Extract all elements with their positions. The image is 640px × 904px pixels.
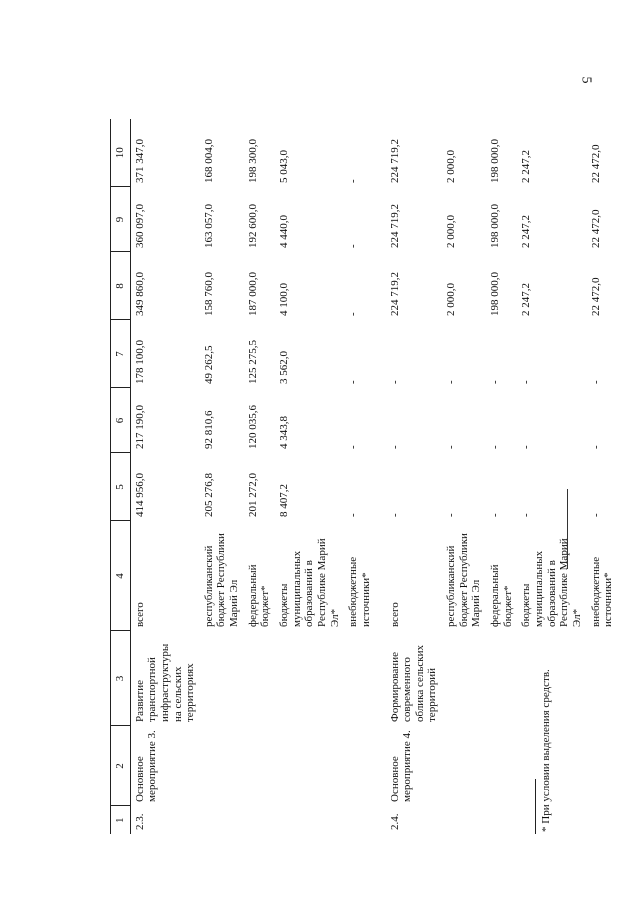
value-cell: - — [589, 445, 602, 449]
col-header: 3 — [111, 631, 131, 726]
value-cell: 22 472,0 — [589, 277, 602, 316]
value-cell: 22 472,0 — [589, 209, 602, 248]
row-number — [486, 806, 517, 834]
value-cell: 49 262,5 — [202, 345, 215, 384]
footnote-rule — [535, 779, 536, 834]
header-row — [111, 119, 131, 834]
funding-source: всего — [133, 602, 146, 627]
measure-name — [587, 726, 618, 806]
value-cell: - — [589, 380, 602, 384]
value-cell: - — [489, 380, 502, 384]
value-cell: - — [347, 380, 360, 384]
value-cell: 187 000,0 — [246, 272, 259, 316]
value-cell: 224 719,2 — [388, 139, 401, 183]
row-number — [587, 806, 618, 834]
measure-name — [244, 726, 275, 806]
page-number: 5 — [578, 76, 594, 84]
table-row — [244, 119, 275, 834]
col-header: 7 — [111, 320, 131, 388]
row-number — [200, 806, 244, 834]
value-cell: 2 000,0 — [445, 283, 458, 316]
table-row — [200, 119, 244, 834]
funding-source: республиканский бюджет Республики Марий Эл — [445, 533, 483, 627]
value-cell: - — [445, 445, 458, 449]
value-cell: - — [388, 380, 401, 384]
separator-line — [567, 489, 568, 569]
value-cell: - — [520, 380, 533, 384]
value-cell: 414 956,0 — [133, 473, 146, 517]
value-cell: 217 190,0 — [133, 405, 146, 449]
funding-source: всего — [388, 602, 401, 627]
measure-name: Основное мероприятие 4. — [388, 730, 414, 802]
measure-description — [275, 631, 344, 726]
funding-source: бюджеты муниципальных образований в Республике Марий Эл* — [520, 538, 583, 627]
measure-description — [587, 631, 618, 726]
col-header: 8 — [111, 252, 131, 320]
value-cell: 198 000,0 — [489, 139, 502, 183]
row-number — [344, 806, 375, 834]
value-cell: 201 272,0 — [246, 473, 259, 517]
col-header: 1 — [111, 806, 131, 834]
value-cell: 4 343,8 — [278, 416, 291, 449]
table-row — [344, 119, 375, 834]
value-cell: - — [347, 312, 360, 316]
table-row — [486, 119, 517, 834]
value-cell: 224 719,2 — [388, 272, 401, 316]
funding-source: федеральный бюджет* — [246, 564, 272, 627]
value-cell: 5 043,0 — [278, 150, 291, 183]
value-cell: 92 810,6 — [202, 410, 215, 449]
value-cell: 205 276,8 — [202, 473, 215, 517]
value-cell: - — [489, 445, 502, 449]
value-cell: - — [347, 244, 360, 248]
value-cell: - — [520, 445, 533, 449]
measure-name — [200, 726, 244, 806]
value-cell: - — [520, 513, 533, 517]
funding-source: федеральный бюджет* — [489, 564, 514, 627]
row-number — [244, 806, 275, 834]
col-header: 2 — [111, 726, 131, 806]
measure-description — [244, 631, 275, 726]
value-cell: 120 035,6 — [246, 405, 259, 449]
funding-source: внебюджетные источники* — [589, 556, 615, 627]
value-cell: 2 000,0 — [445, 150, 458, 183]
value-cell: 198 000,0 — [489, 272, 502, 316]
value-cell: 2 247,2 — [520, 283, 533, 316]
measure-name: Основное мероприятие 3. — [133, 730, 159, 802]
row-spacer — [376, 119, 386, 834]
value-cell: 22 472,0 — [589, 144, 602, 183]
value-cell: - — [589, 513, 602, 517]
value-cell: 349 860,0 — [133, 272, 146, 316]
col-header: 4 — [111, 521, 131, 631]
measure-description: Формирование современного облика сельских территорий — [388, 644, 439, 722]
value-cell: - — [347, 445, 360, 449]
measure-description — [344, 631, 375, 726]
measure-description — [486, 631, 517, 726]
value-cell: - — [445, 380, 458, 384]
value-cell: - — [347, 179, 360, 183]
measure-description: Развитие транспортной инфраструктуры на сельских территориях — [133, 643, 197, 722]
measure-name — [344, 726, 375, 806]
value-cell: 3 562,0 — [278, 351, 291, 384]
funding-source: внебюджетные источники* — [347, 556, 372, 627]
measure-description — [200, 631, 244, 726]
value-cell: 224 719,2 — [388, 204, 401, 248]
value-cell: 198 000,0 — [489, 204, 502, 248]
table-row — [130, 119, 200, 834]
value-cell: 198 300,0 — [246, 139, 259, 183]
measure-name — [486, 726, 517, 806]
value-cell: - — [489, 513, 502, 517]
value-cell: 360 097,0 — [133, 204, 146, 248]
funding-source: республиканский бюджет Республики Марий Эл — [202, 533, 241, 627]
value-cell: 8 407,2 — [278, 484, 291, 517]
table-row — [587, 119, 618, 834]
value-cell: 2 000,0 — [445, 215, 458, 248]
value-cell: 163 057,0 — [202, 204, 215, 248]
value-cell: - — [388, 513, 401, 517]
value-cell: 192 600,0 — [246, 204, 259, 248]
value-cell: 371 347,0 — [133, 139, 146, 183]
row-number — [442, 806, 486, 834]
value-cell: 2 247,2 — [520, 150, 533, 183]
measure-name — [442, 726, 486, 806]
col-header: 6 — [111, 388, 131, 453]
value-cell: 158 760,0 — [202, 272, 215, 316]
table-row — [442, 119, 486, 834]
col-header: 9 — [111, 187, 131, 252]
measure-description — [442, 631, 486, 726]
value-cell: - — [347, 513, 360, 517]
value-cell: 2 247,2 — [520, 215, 533, 248]
value-cell: - — [445, 513, 458, 517]
row-number: 2.4. — [388, 813, 401, 830]
value-cell: 125 275,5 — [246, 340, 259, 384]
value-cell: - — [388, 445, 401, 449]
value-cell: 178 100,0 — [133, 340, 146, 384]
value-cell: 4 440,0 — [278, 215, 291, 248]
value-cell: 168 004,0 — [202, 139, 215, 183]
row-number: 2.3. — [133, 813, 146, 830]
funding-source: бюджеты муниципальных образований в Республике Марий Эл* — [278, 538, 341, 627]
table-row — [386, 119, 443, 834]
measure-name — [275, 726, 344, 806]
table-row — [275, 119, 344, 834]
row-number — [275, 806, 344, 834]
value-cell: 4 100,0 — [278, 283, 291, 316]
col-header: 10 — [111, 119, 131, 187]
col-header: 5 — [111, 453, 131, 521]
footnote: * При условии выделения средств. — [540, 669, 552, 832]
